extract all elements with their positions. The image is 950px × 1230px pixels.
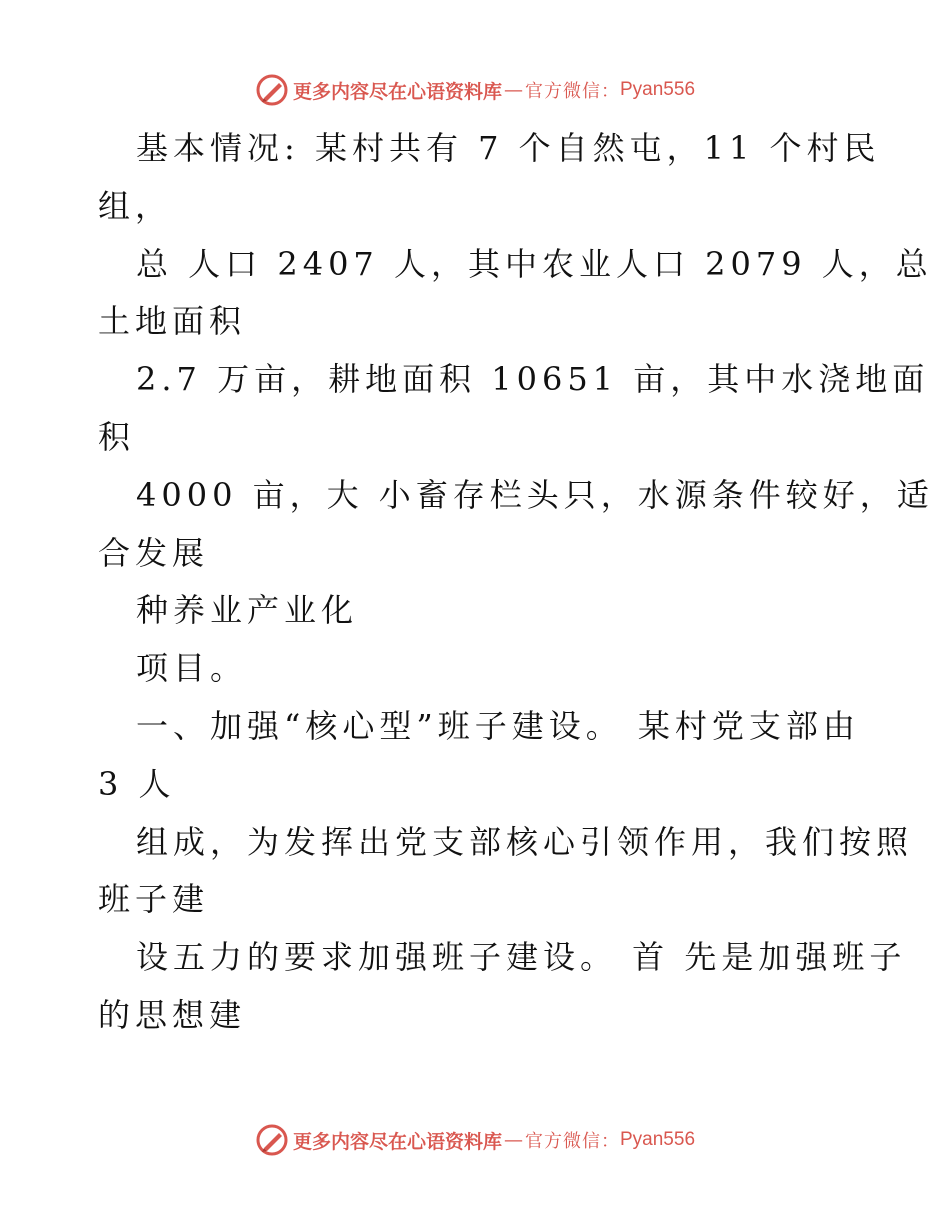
text-line: 项目。 [136,649,248,688]
text-line: 总 人口 2407 人，其中农业人口 2079 人，总 [136,244,933,283]
document-body [98,120,934,1045]
text-line: 班子建 [98,880,210,919]
text-line: 2.7 万亩，耕地面积 10651 亩，其中水浇地面 [136,360,930,399]
text-line: 的思想建 [98,995,247,1034]
banner-text: 更多内容尽在心语资料库 [292,1130,502,1153]
text-line: 组， [98,186,173,225]
banner-dash: — [504,1129,523,1151]
banner-wechat-id: Pyan556 [620,1129,696,1150]
banner-dash: — [504,79,523,101]
header-banner [0,70,950,110]
text-line: 一、加强“核心型”班子建设。 某村党支部由 [136,706,860,745]
text-line: 积 [98,417,136,456]
text-line: 合发展 [98,533,210,572]
text-line: 基本情况: 某村共有 7 个自然屯，11 个村民 [136,129,881,167]
banner-wechat-id: Pyan556 [620,79,696,100]
banner-wechat-label: 官方微信： [525,1131,620,1152]
pen-logo-icon [255,1123,289,1157]
banner-wechat-label: 官方微信： [525,81,620,102]
banner-text: 更多内容尽在心语资料库 [292,80,502,103]
text-line: 4000 亩，大 小畜存栏头只，水源条件较好，适 [136,475,934,514]
text-line: 土地面积 [98,302,247,341]
text-line: 3 人 [98,764,176,803]
pen-logo-icon [255,73,289,107]
text-line: 组成，为发挥出党支部核心引领作用，我们按照 [136,822,914,861]
text-line: 设五力的要求加强班子建设。 首 先是加强班子 [136,938,907,977]
text-line: 种养业产业化 [136,591,359,630]
footer-banner [0,1120,950,1160]
